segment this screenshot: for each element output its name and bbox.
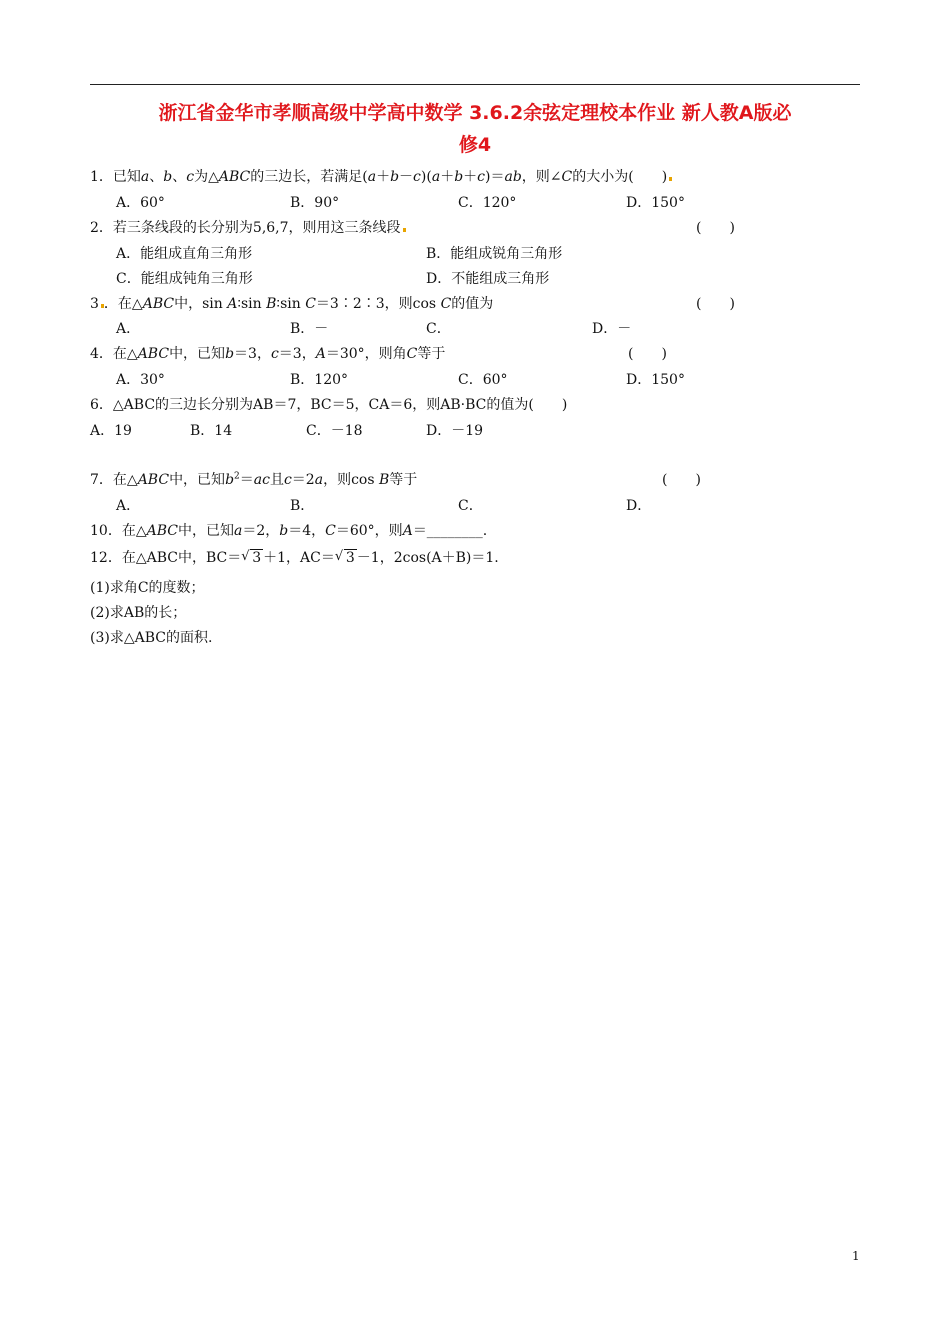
q3-answer-paren: ( ) [696, 296, 735, 312]
q1-option-d: D．150° [626, 195, 685, 211]
q4-answer-paren: ( ) [628, 346, 667, 362]
q4-option-c: C．60° [458, 372, 508, 388]
q6-option-b: B．14 [190, 423, 233, 439]
q6-option-a: A．19 [90, 423, 132, 439]
q2-answer-paren: ( ) [696, 220, 735, 236]
q3-stem: 3 ．在△ABC中，sin A∶sin B∶sin C＝3∶2∶3，则cos C的值为 [90, 296, 494, 312]
q12-part-3: (3)求△ABC的面积. [90, 630, 213, 646]
q2-option-c: C．能组成钝角三角形 [116, 271, 253, 287]
q6-option-c: C．－18 [306, 423, 363, 439]
edit-mark [403, 228, 406, 232]
q7-option-a: A． [116, 498, 141, 514]
q10-stem: 10．在△ABC中，已知a＝2，b＝4，C＝60°，则A＝________. [90, 523, 488, 539]
q3-option-a: A． [116, 321, 141, 337]
q2-option-b: B．能组成锐角三角形 [426, 246, 563, 262]
q3-option-d: D．－ [592, 321, 632, 337]
q6-stem: 6．△ABC的三边长分别为AB＝7，BC＝5，CA＝6，则AB·BC的值为( ) [90, 397, 568, 413]
sqrt-3: √ 3 [241, 548, 263, 568]
q1-option-c: C．120° [458, 195, 517, 211]
q12-stem: 12．在△ABC中，BC＝√ 3 ＋1，AC＝√ 3 －1，2cos(A＋B)＝1. [90, 548, 499, 568]
q4-option-b: B．120° [290, 372, 349, 388]
q3-option-c: C． [426, 321, 451, 337]
q7-option-c: C． [458, 498, 483, 514]
q6-option-d: D．－19 [426, 423, 484, 439]
sqrt-3: √ 3 [335, 548, 357, 568]
q4-option-d: D．150° [626, 372, 685, 388]
q7-stem: 7．在△ABC中，已知$b^2=ac$且c＝2a，则cos B等于 [90, 471, 418, 488]
q1-option-b: B．90° [290, 195, 340, 211]
q2-option-d: D．不能组成三角形 [426, 271, 550, 287]
doc-title-line1: 浙江省金华市孝顺高级中学高中数学 3.6.2余弦定理校本作业 新人教A版必 [158, 102, 792, 124]
doc-title-line2: 修4 [458, 134, 492, 156]
q7-option-b: B． [290, 498, 315, 514]
q4-stem: 4．在△ABC中，已知b＝3，c＝3，A＝30°，则角C等于 [90, 346, 446, 362]
q1-option-a: A．60° [116, 195, 165, 211]
q2-stem: 2．若三条线段的长分别为5,6,7，则用这三条线段 [90, 218, 406, 238]
q12-part-1: (1)求角C的度数； [90, 580, 205, 596]
q2-option-a: A．能组成直角三角形 [116, 246, 253, 262]
q12-part-2: (2)求AB的长； [90, 605, 187, 621]
q7-option-d: D． [626, 498, 652, 514]
q7-answer-paren: ( ) [662, 472, 701, 488]
page-number: 1 [852, 1249, 860, 1263]
q3-option-b: B．－ [290, 321, 329, 337]
q4-option-a: A．30° [116, 372, 165, 388]
q1-stem: 1．已知a、b、c为△ABC的三边长，若满足(a＋b－c)(a＋b＋c)＝ab，则∠C的大小为( ) [90, 167, 672, 187]
header-rule [90, 84, 860, 85]
edit-mark [669, 177, 672, 181]
